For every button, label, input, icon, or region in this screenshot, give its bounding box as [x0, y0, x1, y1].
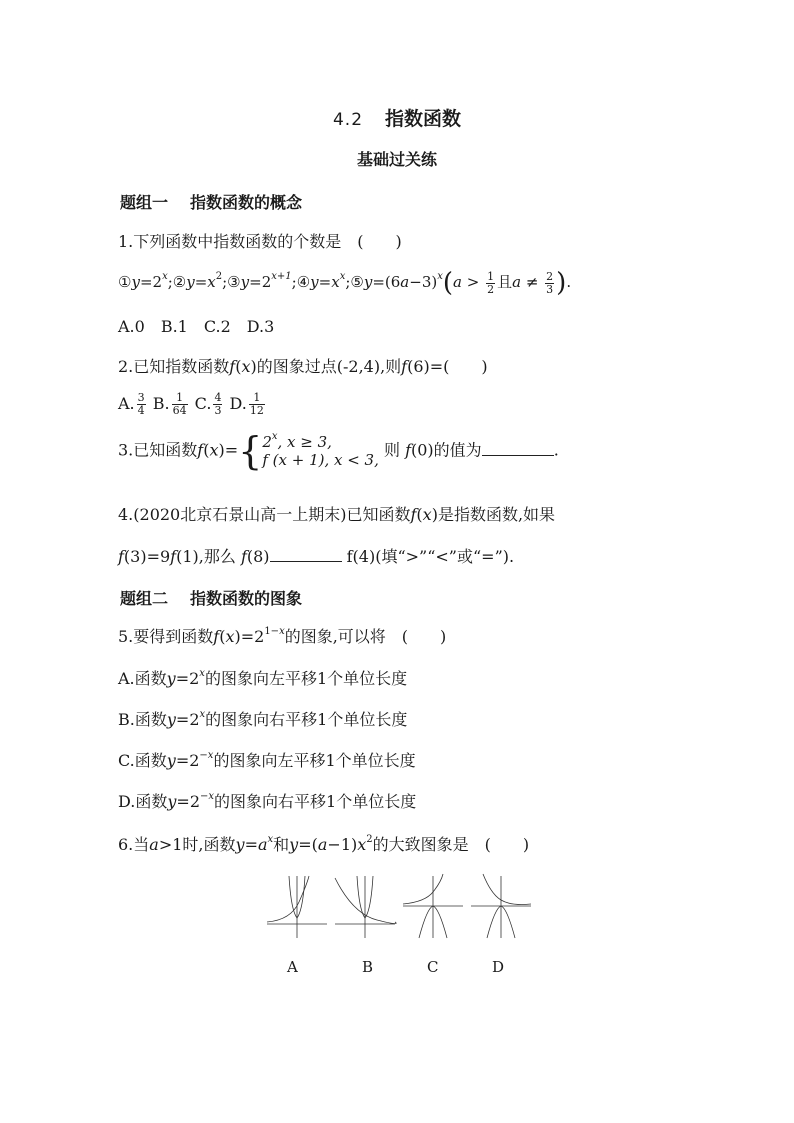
- page-title: [0, 104, 794, 131]
- graph-label-d: D: [492, 958, 505, 976]
- q5-option-a: A.函数$y=2^x$的图象向左平移1个单位长度: [118, 667, 408, 688]
- group2-heading: [120, 586, 302, 609]
- q1-stem: 1.下列函数中指数函数的个数是 ( ): [118, 232, 402, 251]
- q6-stem-prefix: 6.当: [118, 835, 150, 854]
- q2-options: A. $\frac{3}{4}$ B. $\frac{1}{64}$ C. $\frac{4}{3}$ D. $\frac{1}{12}$: [118, 391, 264, 417]
- q2-opt-a: A.: [118, 394, 135, 413]
- q3-end: .: [553, 440, 559, 460]
- group1-heading: [120, 190, 302, 213]
- q5-option-d: D.函数$y=2^{-x}$的图象向右平移1个单位长度: [118, 790, 417, 811]
- graph-label-a: A: [287, 958, 298, 976]
- page-subtitle: 基础过关练: [356, 150, 437, 169]
- q3-suffix: 则: [383, 440, 400, 460]
- group1-label: 题组一: [120, 193, 169, 212]
- graph-label-b: B: [362, 958, 374, 976]
- q1-functions: $①y=2^x;②y=x^2;③y=2^{x+1};④y=x^x;⑤y=(6a-3)^x(a$ > $\frac{1}{2}$ 且a ≠ $\frac{2}{3}$ ).: [118, 268, 572, 298]
- q5-stem: 5.要得到函数$f(x)=2^{1-x}$的图象,可以将 ( ): [118, 625, 447, 646]
- graph-c: [403, 874, 463, 938]
- q3-suffix2: 的值为: [433, 440, 482, 460]
- group2-label: 题组二: [120, 589, 169, 608]
- q5-option-c: C.函数$y=2^{-x}$的图象向左平移1个单位长度: [118, 749, 416, 770]
- graph-a: [267, 876, 327, 938]
- q5-c-tail: 的图象向左平移1个单位长度: [213, 751, 416, 770]
- q5-option-b: B.函数$y=2^x$的图象向右平移1个单位长度: [118, 708, 408, 729]
- q2-stem-end: =( ): [429, 357, 488, 376]
- q2-stem-prefix: 2.已知指数函数: [118, 357, 230, 376]
- q3-stem: 3.已知函数f(x)={ 2$^x$, x ≥ 3, f (x + 1), x < 3, 则 f(0)的值为 .: [118, 429, 559, 473]
- section-number: 4.2: [332, 110, 364, 130]
- q5-a-label: A.函数: [118, 669, 167, 688]
- q2-opt-d: D.: [229, 394, 247, 413]
- q4-line1b-text: 是指数函数,如果: [437, 505, 556, 524]
- q1-options: A.0 B.1 C.2 D.3: [118, 317, 275, 336]
- q4-line1: 4.(2020北京石景山高一上期末)已知函数f(x)是指数函数,如果: [118, 505, 556, 524]
- q6-stem-mid2: 和: [273, 835, 290, 854]
- q4-line2: f(3)=9f(1),那么 f(8) f(4)(填“>”“<”或“=”).: [118, 547, 515, 566]
- group2-title: 指数函数的图象: [190, 589, 303, 608]
- q6-stem-end: 的大致图象是 ( ): [372, 835, 530, 854]
- q5-a-tail: 的图象向左平移1个单位长度: [204, 669, 408, 688]
- section-title: 指数函数: [385, 108, 462, 130]
- q2-stem-mid: 的图象过点(-2,4),则: [256, 357, 402, 376]
- group1-title: 指数函数的概念: [190, 193, 303, 212]
- q6-stem-mid: 时,函数: [182, 835, 236, 854]
- q5-b-label: B.函数: [118, 710, 167, 729]
- q5-d-tail: 的图象向右平移1个单位长度: [214, 792, 417, 811]
- q5-b-tail: 的图象向右平移1个单位长度: [205, 710, 408, 729]
- q5-c-label: C.函数: [118, 751, 167, 770]
- q5-d-label: D.函数: [118, 792, 168, 811]
- q6-graph-options: [265, 872, 535, 942]
- q5-stem-prefix: 5.要得到函数: [118, 627, 214, 646]
- q6-stem: 6.当a>1时,函数$y=a^x$和$y=(a-1)x^2$的大致图象是 ( ): [118, 833, 530, 854]
- graph-b: [335, 876, 396, 938]
- q2-opt-c: C.: [194, 394, 212, 413]
- q5-stem-suffix: 的图象,可以将 ( ): [284, 627, 447, 646]
- graph-label-c: C: [427, 958, 439, 976]
- q2-stem: 2.已知指数函数f(x)的图象过点(-2,4),则f(6)=( ): [118, 357, 488, 376]
- graph-d: [471, 874, 531, 938]
- q2-opt-b: B.: [152, 394, 170, 413]
- q3-answer-blank[interactable]: [482, 441, 554, 456]
- q4-answer-blank[interactable]: [270, 547, 342, 562]
- q4-line2-end: f(4)(填“>”“<”或“=”).: [346, 547, 515, 566]
- q3-prefix: 3.已知函数: [118, 440, 198, 460]
- q4-line1-text: 4.(2020北京石景山高一上期末)已知函数: [118, 505, 411, 524]
